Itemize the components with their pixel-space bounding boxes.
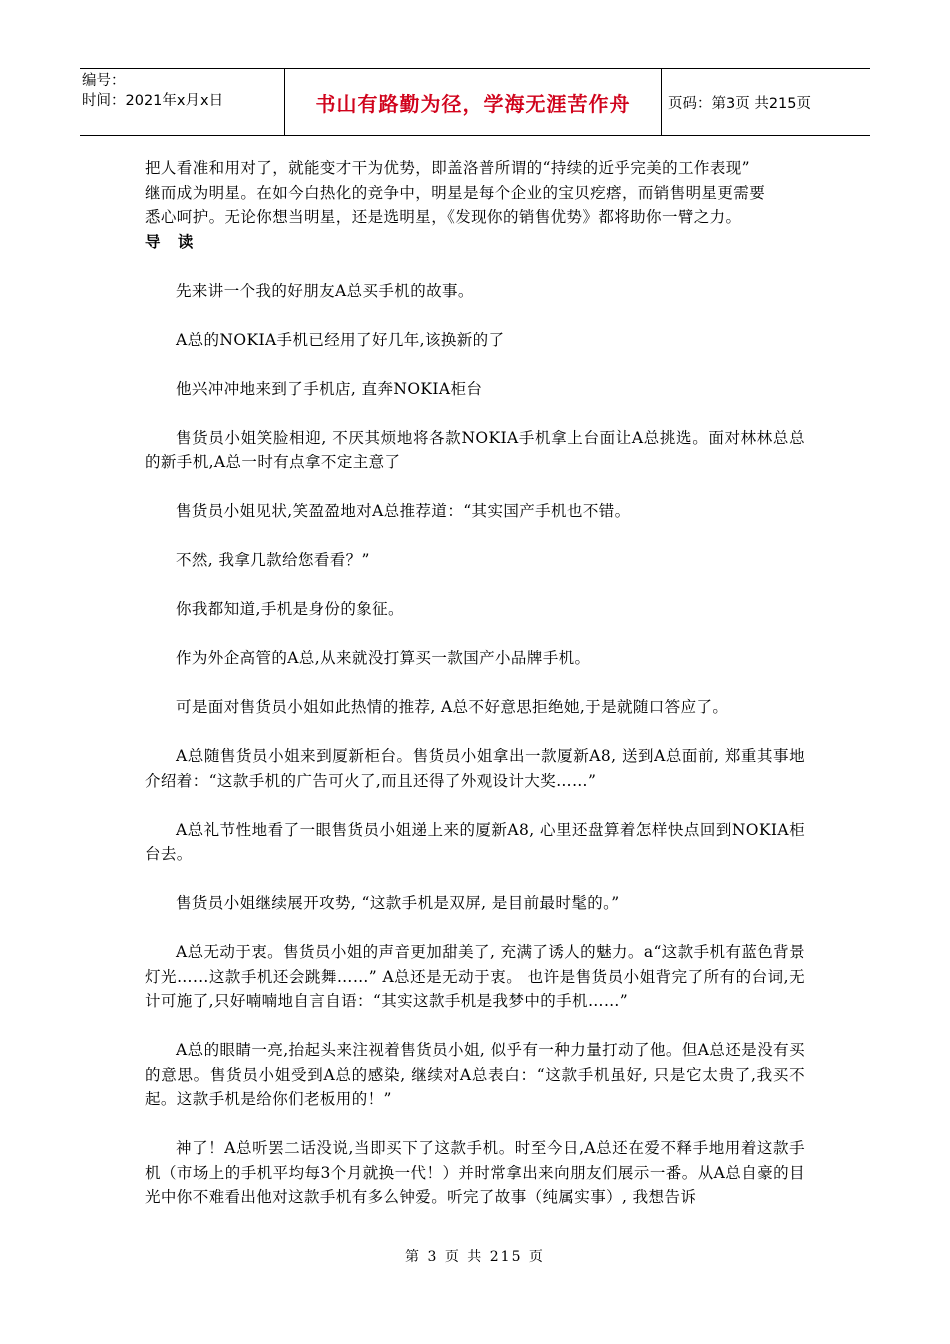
intro-line: 悉心呵护。无论你想当明星，还是选明星，《发现你的销售优势》都将助你一臂之力。 xyxy=(145,208,742,226)
document-code-label: 编号： xyxy=(82,73,126,89)
body-paragraph: 他兴冲冲地来到了手机店, 直奔NOKIA柜台 xyxy=(176,379,483,398)
body-paragraph: 你我都知道,手机是身份的象征。 xyxy=(176,600,404,618)
header-meta-cell xyxy=(80,69,285,136)
body-paragraph: 神了！A总听罢二话没说,当即买下了这款手机。时至今日,A总还在爱不释手地用着这款手机（市场上的手机平均每3个月就换一代！）并时常拿出来向朋友们展示一番。从A总自豪的目光中你不难看出他对这款手机有多么钟爱。听完了故事（纯属实事）, 我想告诉 xyxy=(145,1139,805,1206)
page-info: 页码：第3页 共215页 xyxy=(668,95,812,112)
body-paragraph: 售货员小姐见状,笑盈盈地对A总推荐道：“其实国产手机也不错。 xyxy=(176,502,631,520)
document-header xyxy=(80,68,870,136)
body-paragraph: 售货员小姐笑脸相迎, 不厌其烦地将各款NOKIA手机拿上台面让A总挑选。面对林林总总的新手机,A总一时有点拿不定主意了 xyxy=(145,428,805,471)
body-paragraph: 不然, 我拿几款给您看看？” xyxy=(176,551,370,569)
body-paragraph: 作为外企高管的A总,从来就没打算买一款国产小品牌手机。 xyxy=(176,649,591,667)
body-paragraph: A总的眼睛一亮,抬起头来注视着售货员小姐, 似乎有一种力量打动了他。但A总还是没有买的意思。售货员小姐受到A总的感染, 继续对A总表白：“这款手机虽好, 只是它太贵了,我买不起。这款手机是给你们老板用的！” xyxy=(145,1041,805,1108)
body-paragraph: A总礼节性地看了一眼售货员小姐递上来的厦新A8, 心里还盘算着怎样快点回到NOKIA柜台去。 xyxy=(145,820,805,863)
body-paragraph: 售货员小姐继续展开攻势, “这款手机是双屏, 是目前最时髦的。” xyxy=(176,894,620,912)
intro-line: 继而成为明星。在如今白热化的竞争中，明星是每个企业的宝贝疙瘩，而销售明星更需要 xyxy=(145,183,766,202)
body-paragraph: 可是面对售货员小姐如此热情的推荐, A总不好意思拒绝她,于是就随口答应了。 xyxy=(176,698,729,716)
document-date: 时间：2021年x月x日 xyxy=(82,93,224,109)
document-body xyxy=(145,156,805,1234)
body-paragraph: 先来讲一个我的好朋友A总买手机的故事。 xyxy=(176,281,474,300)
section-title: 导 读 xyxy=(145,232,200,251)
body-paragraph: A总无动于衷。售货员小姐的声音更加甜美了, 充满了诱人的魅力。a“这款手机有蓝色背景灯光……这款手机还会跳舞……” A总还是无动于衷。 也许是售货员小姐背完了所有的台词,无计可施了,只好喃喃地自言自语：“其实这款手机是我梦中的手机……” xyxy=(145,943,805,1010)
body-paragraph: A总随售货员小姐来到厦新柜台。售货员小姐拿出一款厦新A8, 送到A总面前, 郑重其事地介绍着：“这款手机的广告可火了,而且还得了外观设计大奖……” xyxy=(145,747,805,790)
header-motto-cell xyxy=(285,69,662,136)
body-paragraph: A总的NOKIA手机已经用了好几年,该换新的了 xyxy=(176,330,505,349)
motto-text: 书山有路勤为径，学海无涯苦作舟 xyxy=(315,91,631,116)
header-page-cell xyxy=(662,69,871,136)
page-footer: 第 3 页 共 215 页 xyxy=(405,1249,545,1265)
intro-line: 把人看准和用对了，就能变才干为优势，即盖洛普所谓的“持续的近乎完美的工作表现” xyxy=(145,159,750,177)
